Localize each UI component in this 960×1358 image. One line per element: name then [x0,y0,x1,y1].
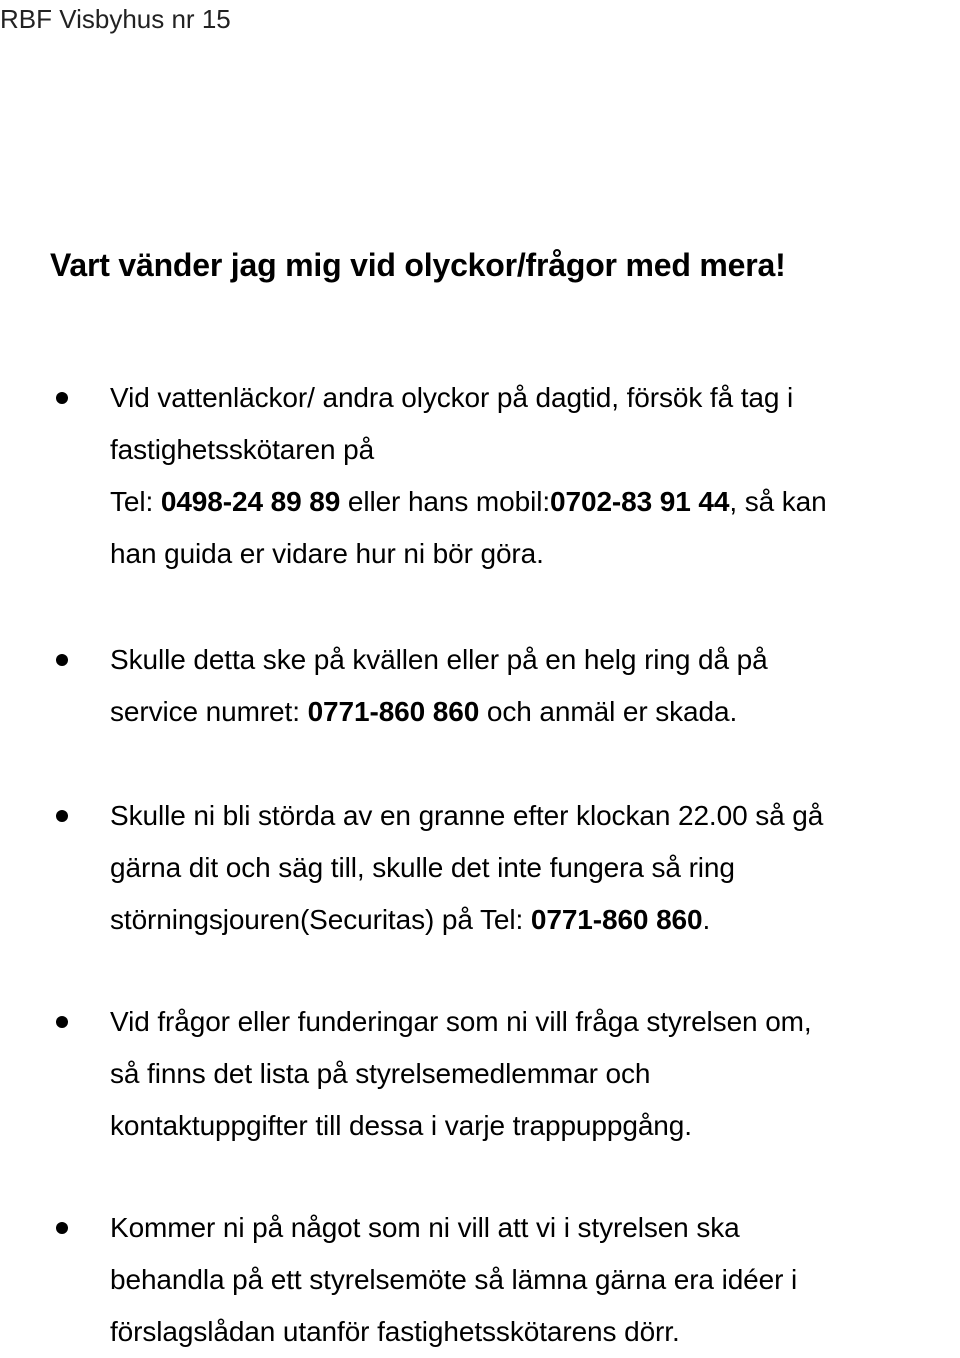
text-segment: behandla på ett styrelsemöte så lämna gärna era idéer i [110,1264,798,1295]
paragraph-line [110,686,737,738]
text-segment: Tel: [110,486,161,517]
phone-number: 0771-860 860 [307,696,480,727]
paragraph-line [110,634,768,686]
text-segment: Skulle ni bli störda av en granne efter klockan 22.00 så gå [110,800,824,831]
text-segment: Kommer ni på något som ni vill att vi i styrelsen ska [110,1212,740,1243]
phone-number: 0702-83 91 44 [550,486,730,517]
phone-number: 0771-860 860 [530,904,703,935]
text-segment: han guida er vidare hur ni bör göra. [110,538,544,569]
paragraph-line [110,424,374,476]
bullet-icon [56,1222,68,1234]
paragraph-line [110,1306,680,1358]
paragraph-line [110,1100,692,1152]
text-segment: fastighetsskötaren på [110,434,375,465]
text-segment: kontaktuppgifter till dessa i varje trappuppgång. [110,1110,692,1141]
text-segment: eller hans mobil: [340,486,551,517]
bullet-icon [56,1016,68,1028]
paragraph-line [110,1202,740,1254]
paragraph-line [110,894,710,946]
phone-number: 0498-24 89 89 [160,486,341,517]
paragraph-line [110,842,735,894]
text-segment: gärna dit och säg till, skulle det inte fungera så ring [110,852,735,883]
text-segment: och anmäl er skada. [479,696,738,727]
paragraph-line [110,790,823,842]
text-segment: Vid vattenläckor/ andra olyckor på dagtid, försök få tag i [110,382,794,413]
paragraph-line [110,1254,797,1306]
text-segment: störningsjouren(Securitas) på Tel: [110,904,531,935]
paragraph-line [110,528,544,580]
paragraph-line [110,1048,650,1100]
paragraph-line [110,476,827,528]
text-segment: Vid frågor eller funderingar som ni vill fråga styrelsen om, [110,1006,812,1037]
bullet-icon [56,654,68,666]
text-segment: . [702,904,711,935]
page-title: Vart vänder jag mig vid olyckor/frågor med mera! [50,247,786,283]
page-header: RBF Visbyhus nr 15 [0,4,231,34]
text-segment: förslagslådan utanför fastighetsskötarens dörr. [110,1316,680,1347]
bullet-icon [56,810,68,822]
bullet-icon [56,392,68,404]
paragraph-line [110,996,812,1048]
paragraph-line [110,372,793,424]
text-segment: så finns det lista på styrelsemedlemmar och [110,1058,651,1089]
text-segment: service numret: [110,696,308,727]
text-segment: , så kan [729,486,827,517]
text-segment: Skulle detta ske på kvällen eller på en helg ring då på [110,644,768,675]
